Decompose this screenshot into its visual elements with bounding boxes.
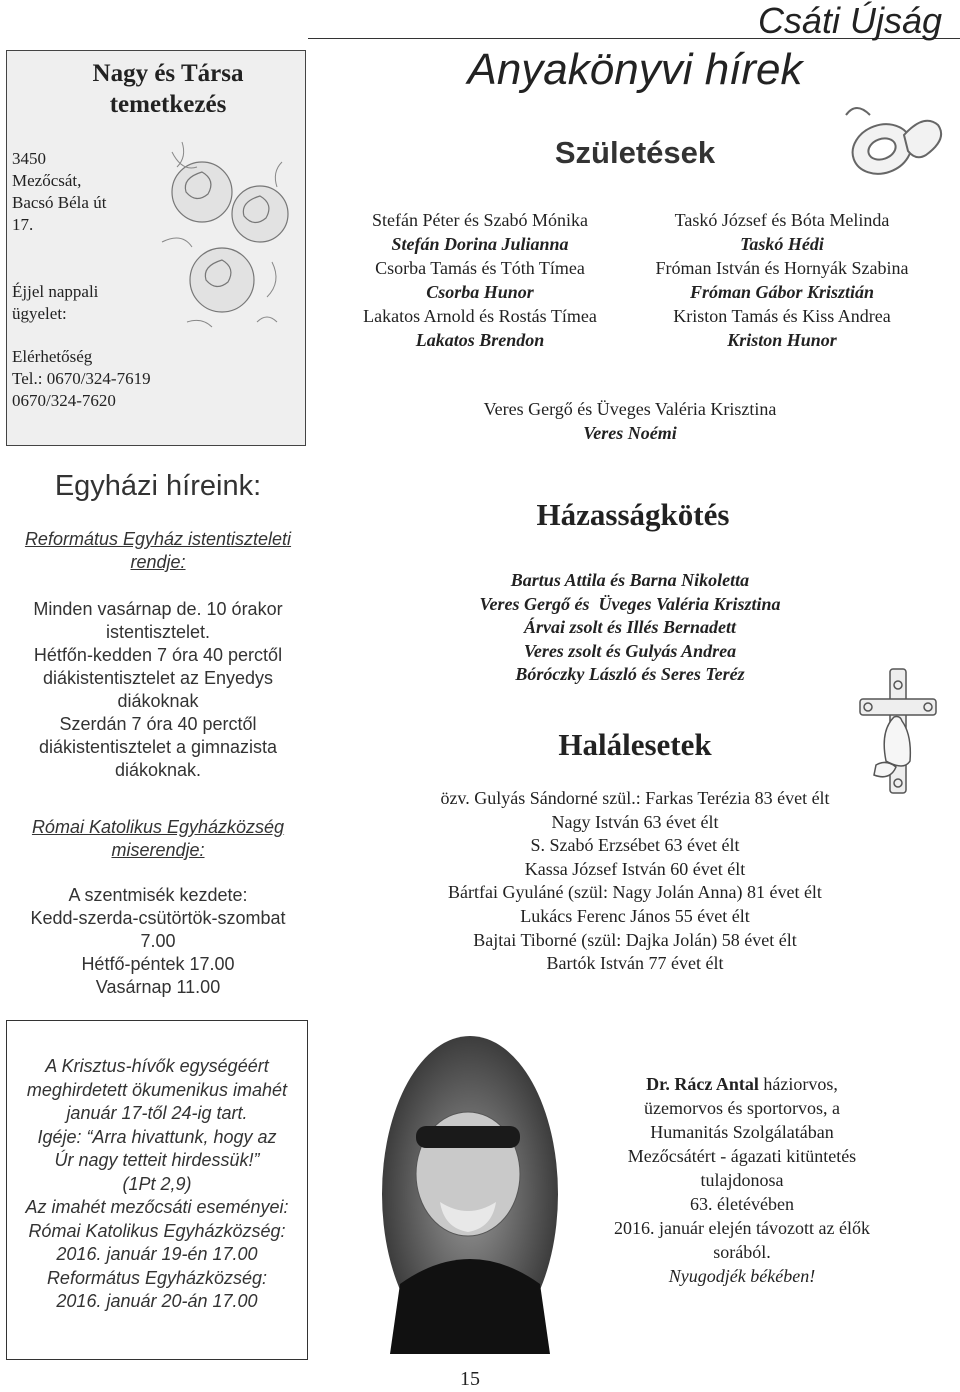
schedule-line: Szerdán 7 óra 40 perctől xyxy=(59,714,257,734)
ecumenical-week-text xyxy=(10,1055,304,1314)
births-column-left xyxy=(330,208,630,352)
death-entry: özv. Gulyás Sándorné szül.: Farkas Terézia 83 évet élt xyxy=(440,788,830,808)
obituary-line: Mezőcsátért - ágazati kitüntetés xyxy=(627,1146,857,1166)
text-line: Református Egyházközség: xyxy=(46,1267,268,1288)
birth-parents: Fróman István és Hornyák Szabina xyxy=(655,258,909,278)
obituary-line: 2016. január elején távozott az élők xyxy=(614,1218,870,1238)
marriage-entry: Bartus Attila és Barna Nikoletta xyxy=(510,570,750,590)
hours-line: Éjjel nappali xyxy=(12,282,99,301)
text-line: Római Katolikus Egyházközség: xyxy=(28,1220,286,1241)
praying-hands-cross-icon xyxy=(852,665,944,797)
funeral-contact xyxy=(12,346,151,412)
text-line: Úr nagy tetteit hirdessük!” xyxy=(54,1150,260,1170)
birth-parents: Stefán Péter és Szabó Mónika xyxy=(372,210,588,230)
schedule-line: A szentmisék kezdete: xyxy=(68,885,248,905)
death-entry: Bartók István 77 évet élt xyxy=(546,953,724,974)
schedule-line: diákistentisztelet a gimnazista xyxy=(38,737,278,757)
newspaper-name: Csáti Újság xyxy=(757,0,942,41)
text-line: 2016. január 19-én 17.00 xyxy=(56,1244,258,1264)
birth-child: Kriston Hunor xyxy=(727,330,837,350)
text-line: január 17-től 24-ig tart. xyxy=(66,1103,248,1123)
obituary-line: sorából. xyxy=(713,1242,771,1262)
schedule-line: Kedd-szerda-csütörtök-szombat xyxy=(30,908,286,928)
birth-child: Taskó Hédi xyxy=(740,234,824,254)
birth-parents: Lakatos Arnold és Rostás Tímea xyxy=(363,306,597,326)
deaths-heading: Halálesetek xyxy=(558,727,712,762)
text-line: meghirdetett ökumenikus imahét xyxy=(26,1079,288,1100)
obituary-line: Humanitás Szolgálatában xyxy=(650,1122,834,1142)
obituary-line: üzemorvos és sportorvos, a xyxy=(644,1098,840,1118)
title-line: Római Katolikus Egyházközség xyxy=(31,817,285,837)
text-line: A Krisztus-hívők egységéért xyxy=(45,1056,269,1076)
birth-parents: Veres Gergő és Üveges Valéria Krisztina xyxy=(483,399,777,419)
schedule-line: Minden vasárnap de. 10 órakor xyxy=(33,599,283,619)
marriages-list xyxy=(420,569,840,687)
obituary-line: tulajdonosa xyxy=(700,1170,784,1190)
funeral-home-title xyxy=(48,58,288,120)
marriage-entry: Veres zsolt és Gulyás Andrea xyxy=(523,640,737,661)
birth-parents: Kriston Tamás és Kiss Andrea xyxy=(673,306,891,326)
obituary-notice xyxy=(592,1072,892,1288)
text-line: Igéje: “Arra hivattunk, hogy az xyxy=(37,1126,277,1147)
birth-child: Fróman Gábor Krisztián xyxy=(689,282,875,302)
schedule-line: diákistentisztelet az Enyedys xyxy=(42,668,274,688)
page-title: Anyakönyvi hírek xyxy=(467,45,803,94)
address-line: Mezőcsát, xyxy=(12,171,82,190)
schedule-line: Hétfőn-kedden 7 óra 40 perctől xyxy=(33,645,283,665)
schedule-line: diákoknak xyxy=(117,691,199,711)
births-column-right xyxy=(632,208,932,352)
death-entry: Lukács Ferenc János 55 évet élt xyxy=(520,905,750,926)
births-center-entry xyxy=(420,397,840,445)
death-entry: Kassa József István 60 évet élt xyxy=(524,858,746,879)
contact-line: 0670/324-7620 xyxy=(12,391,116,410)
pacifier-icon xyxy=(840,95,950,185)
text-line: 2016. január 20-án 17.00 xyxy=(56,1291,258,1311)
church-news-heading: Egyházi híreink: xyxy=(54,470,262,502)
title-line: Református Egyház istentiszteleti xyxy=(24,529,292,549)
funeral-address xyxy=(12,148,106,236)
obituary-first-line xyxy=(592,1072,892,1096)
obituary-closing: Nyugodjék békében! xyxy=(668,1266,816,1286)
funeral-hours xyxy=(12,281,98,325)
death-entry: S. Szabó Erzsébet 63 évet élt xyxy=(530,835,740,856)
death-entry: Bártfai Gyuláné (szül: Nagy Jolán Anna) 81 évet élt xyxy=(448,882,822,903)
schedule-line: istentisztelet. xyxy=(105,622,211,642)
schedule-line: diákoknak. xyxy=(114,760,202,780)
schedule-line: Hétfő-péntek 17.00 xyxy=(81,954,235,974)
schedule-line: Vasárnap 11.00 xyxy=(95,977,221,997)
contact-line: Elérhetőség xyxy=(12,347,93,366)
funeral-title-line: temetkezés xyxy=(109,91,227,118)
catholic-schedule-title xyxy=(8,816,308,862)
death-entry: Bajtai Tiborné (szül: Dajka Jolán) 58 évet élt xyxy=(473,929,797,950)
address-line: 3450 xyxy=(12,149,46,168)
birth-child: Csorba Hunor xyxy=(426,282,534,302)
marriage-entry: Bóróczky László és Seres Teréz xyxy=(515,664,745,684)
marriage-entry: Árvai zsolt és Illés Bernadett xyxy=(523,617,736,637)
birth-parents: Taskó József és Bóta Melinda xyxy=(674,210,890,230)
death-entry: Nagy István 63 évet élt xyxy=(551,811,719,832)
reformed-schedule-title xyxy=(8,528,308,574)
funeral-title-line: Nagy és Társa xyxy=(92,60,244,87)
marriage-entry: Veres Gergő és Üveges Valéria Krisztina xyxy=(479,593,781,614)
birth-parents: Csorba Tamás és Tóth Tímea xyxy=(375,258,585,278)
births-heading: Születések xyxy=(554,135,716,170)
reformed-schedule xyxy=(8,598,308,782)
birth-child: Stefán Dorina Julianna xyxy=(391,234,569,254)
roses-illustration xyxy=(142,132,302,348)
birth-child: Veres Noémi xyxy=(583,423,677,443)
schedule-line: 7.00 xyxy=(140,931,176,951)
address-line: Bacsó Béla út xyxy=(12,193,107,212)
title-line: rendje: xyxy=(130,552,186,572)
deaths-list xyxy=(350,787,920,976)
birth-child: Lakatos Brendon xyxy=(415,330,545,350)
address-line: 17. xyxy=(12,215,34,234)
marriages-heading: Házasságkötés xyxy=(536,497,730,532)
hours-line: ügyelet: xyxy=(12,304,67,323)
text-line: (1Pt 2,9) xyxy=(122,1173,192,1194)
obituary-line: 63. életévében xyxy=(690,1194,794,1214)
catholic-schedule xyxy=(8,884,308,999)
title-line: miserendje: xyxy=(111,840,205,860)
obituary-name: Dr. Rácz Antal xyxy=(646,1074,759,1094)
page-number: 15 xyxy=(460,1368,480,1390)
text-line: Az imahét mezőcsáti eseményei: xyxy=(25,1197,289,1217)
obituary-role: háziorvos, xyxy=(758,1074,838,1094)
memorial-portrait-photo xyxy=(380,1034,560,1354)
contact-line: Tel.: 0670/324-7619 xyxy=(12,369,151,388)
